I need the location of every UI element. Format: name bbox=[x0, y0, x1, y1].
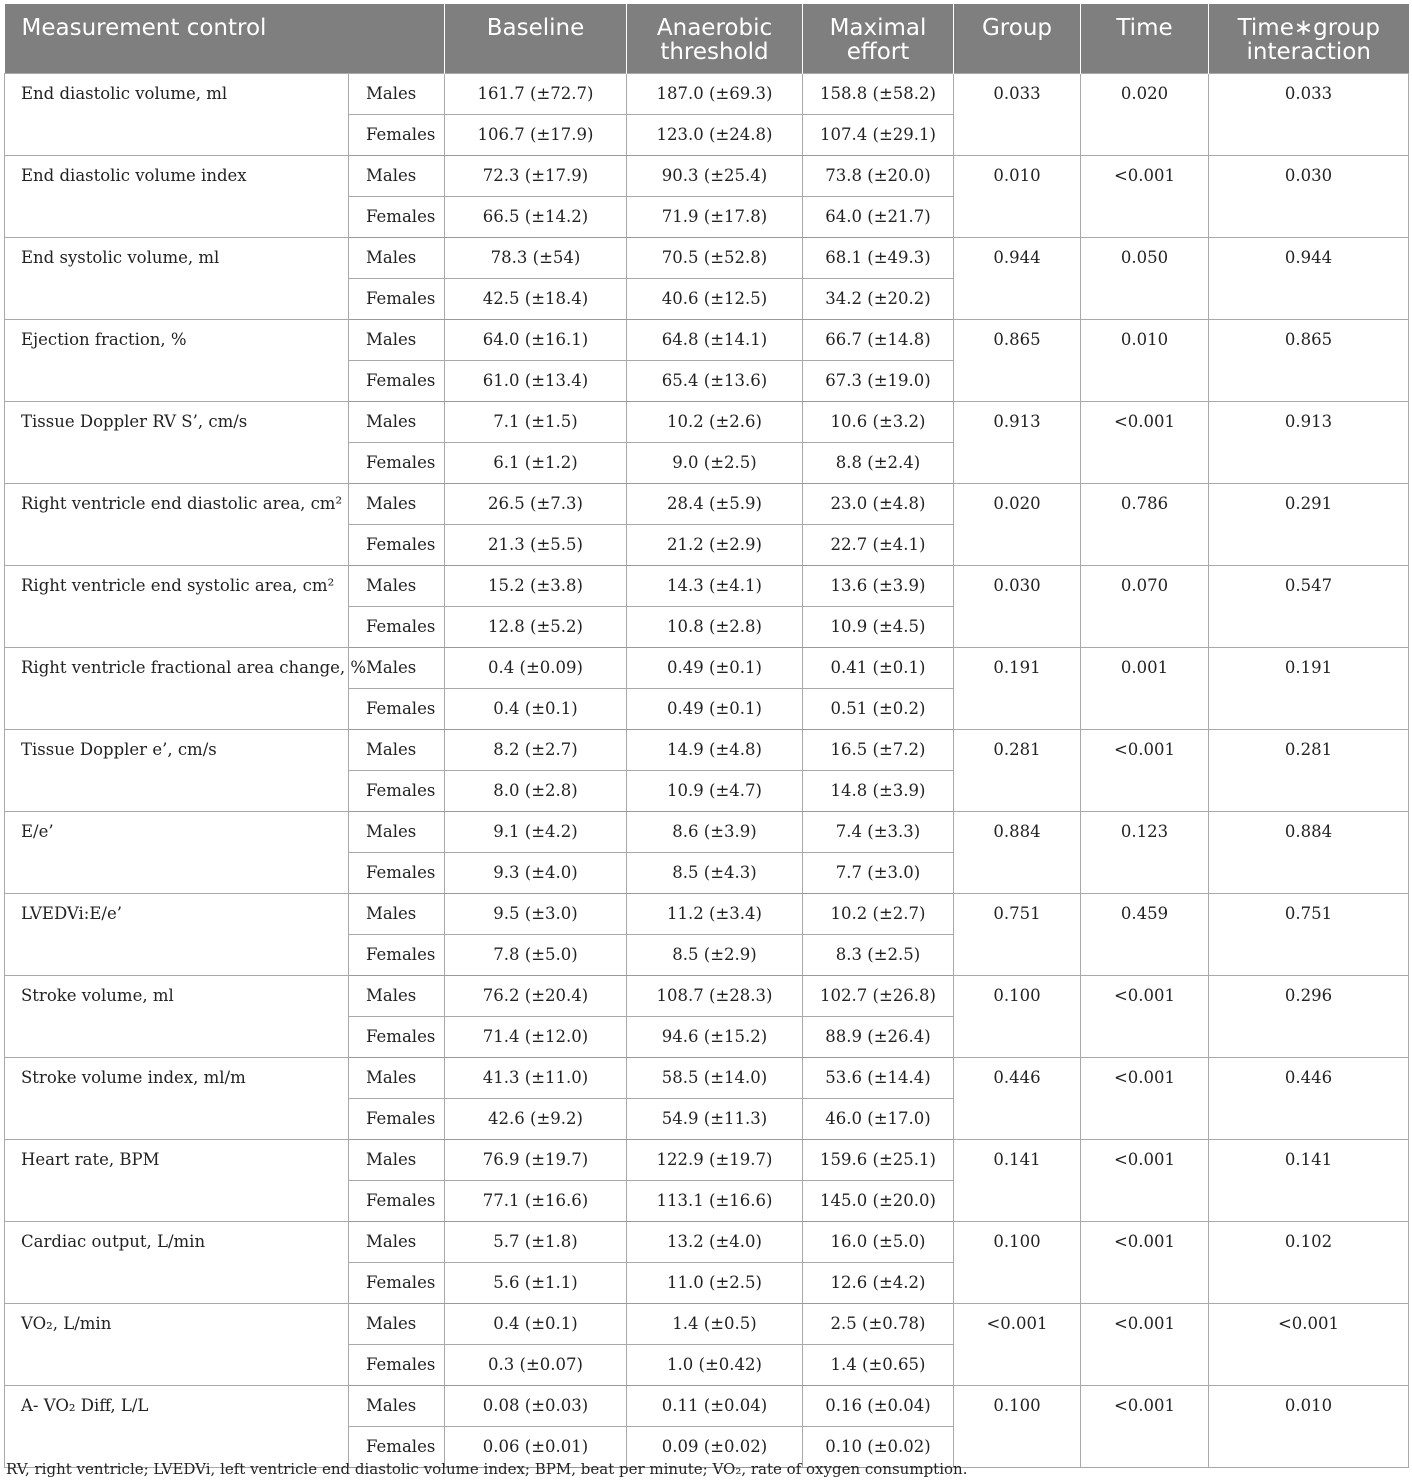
baseline-value: 61.0 (±13.4) bbox=[445, 360, 627, 401]
table-body bbox=[5, 73, 1409, 1467]
baseline-value: 0.06 (±0.01) bbox=[445, 1426, 627, 1467]
maximal-value: 13.6 (±3.9) bbox=[803, 565, 954, 606]
anaerobic-value: 187.0 (±69.3) bbox=[627, 73, 803, 114]
measurement-label: End diastolic volume index bbox=[5, 155, 349, 237]
maximal-value: 34.2 (±20.2) bbox=[803, 278, 954, 319]
table-header bbox=[5, 4, 1409, 73]
sex-label: Males bbox=[349, 893, 445, 934]
baseline-value: 0.3 (±0.07) bbox=[445, 1344, 627, 1385]
baseline-value: 21.3 (±5.5) bbox=[445, 524, 627, 565]
anaerobic-value: 70.5 (±52.8) bbox=[627, 237, 803, 278]
table-row bbox=[5, 483, 1409, 524]
baseline-value: 26.5 (±7.3) bbox=[445, 483, 627, 524]
sex-label: Females bbox=[349, 852, 445, 893]
anaerobic-value: 40.6 (±12.5) bbox=[627, 278, 803, 319]
maximal-value: 66.7 (±14.8) bbox=[803, 319, 954, 360]
sex-label: Females bbox=[349, 770, 445, 811]
group-p-value: 0.100 bbox=[954, 1221, 1081, 1303]
sex-label: Males bbox=[349, 1385, 445, 1426]
interaction-p-value: 0.751 bbox=[1209, 893, 1409, 975]
sex-label: Females bbox=[349, 1016, 445, 1057]
table-row bbox=[5, 1303, 1409, 1344]
sex-label: Females bbox=[349, 524, 445, 565]
table-row bbox=[5, 893, 1409, 934]
interaction-p-value: 0.033 bbox=[1209, 73, 1409, 155]
time-p-value: <0.001 bbox=[1081, 729, 1209, 811]
baseline-value: 72.3 (±17.9) bbox=[445, 155, 627, 196]
anaerobic-value: 14.9 (±4.8) bbox=[627, 729, 803, 770]
baseline-value: 42.6 (±9.2) bbox=[445, 1098, 627, 1139]
anaerobic-value: 28.4 (±5.9) bbox=[627, 483, 803, 524]
anaerobic-value: 71.9 (±17.8) bbox=[627, 196, 803, 237]
table-container bbox=[4, 4, 1408, 1468]
group-p-value: 0.020 bbox=[954, 483, 1081, 565]
maximal-value: 2.5 (±0.78) bbox=[803, 1303, 954, 1344]
measurement-label: End diastolic volume, ml bbox=[5, 73, 349, 155]
baseline-value: 0.4 (±0.1) bbox=[445, 1303, 627, 1344]
anaerobic-value: 13.2 (±4.0) bbox=[627, 1221, 803, 1262]
time-p-value: <0.001 bbox=[1081, 401, 1209, 483]
maximal-value: 16.0 (±5.0) bbox=[803, 1221, 954, 1262]
baseline-value: 71.4 (±12.0) bbox=[445, 1016, 627, 1057]
anaerobic-value: 0.49 (±0.1) bbox=[627, 647, 803, 688]
sex-label: Males bbox=[349, 1303, 445, 1344]
anaerobic-value: 0.09 (±0.02) bbox=[627, 1426, 803, 1467]
baseline-value: 66.5 (±14.2) bbox=[445, 196, 627, 237]
anaerobic-value: 94.6 (±15.2) bbox=[627, 1016, 803, 1057]
anaerobic-value: 8.5 (±2.9) bbox=[627, 934, 803, 975]
maximal-value: 22.7 (±4.1) bbox=[803, 524, 954, 565]
maximal-value: 64.0 (±21.7) bbox=[803, 196, 954, 237]
baseline-value: 161.7 (±72.7) bbox=[445, 73, 627, 114]
maximal-value: 7.4 (±3.3) bbox=[803, 811, 954, 852]
maximal-value: 107.4 (±29.1) bbox=[803, 114, 954, 155]
maximal-value: 46.0 (±17.0) bbox=[803, 1098, 954, 1139]
measurement-label: Stroke volume, ml bbox=[5, 975, 349, 1057]
measurement-label: Right ventricle fractional area change, % bbox=[5, 647, 349, 729]
anaerobic-value: 122.9 (±19.7) bbox=[627, 1139, 803, 1180]
interaction-p-value: 0.446 bbox=[1209, 1057, 1409, 1139]
baseline-value: 8.0 (±2.8) bbox=[445, 770, 627, 811]
sex-label: Females bbox=[349, 1098, 445, 1139]
anaerobic-value: 10.9 (±4.7) bbox=[627, 770, 803, 811]
interaction-p-value: 0.291 bbox=[1209, 483, 1409, 565]
header-maximal-effort: Maximal effort bbox=[803, 4, 954, 73]
anaerobic-value: 1.0 (±0.42) bbox=[627, 1344, 803, 1385]
sex-label: Males bbox=[349, 811, 445, 852]
table-row bbox=[5, 155, 1409, 196]
baseline-value: 7.1 (±1.5) bbox=[445, 401, 627, 442]
sex-label: Females bbox=[349, 442, 445, 483]
maximal-value: 10.6 (±3.2) bbox=[803, 401, 954, 442]
anaerobic-value: 1.4 (±0.5) bbox=[627, 1303, 803, 1344]
sex-label: Females bbox=[349, 1180, 445, 1221]
table-row bbox=[5, 975, 1409, 1016]
header-baseline: Baseline bbox=[445, 4, 627, 73]
table-row bbox=[5, 319, 1409, 360]
maximal-value: 73.8 (±20.0) bbox=[803, 155, 954, 196]
sex-label: Females bbox=[349, 360, 445, 401]
anaerobic-value: 113.1 (±16.6) bbox=[627, 1180, 803, 1221]
group-p-value: 0.944 bbox=[954, 237, 1081, 319]
anaerobic-value: 108.7 (±28.3) bbox=[627, 975, 803, 1016]
group-p-value: 0.281 bbox=[954, 729, 1081, 811]
sex-label: Females bbox=[349, 934, 445, 975]
maximal-value: 10.9 (±4.5) bbox=[803, 606, 954, 647]
measurement-table bbox=[4, 4, 1409, 1468]
sex-label: Males bbox=[349, 1221, 445, 1262]
anaerobic-value: 14.3 (±4.1) bbox=[627, 565, 803, 606]
group-p-value: 0.913 bbox=[954, 401, 1081, 483]
time-p-value: 0.050 bbox=[1081, 237, 1209, 319]
anaerobic-value: 0.49 (±0.1) bbox=[627, 688, 803, 729]
time-p-value: 0.459 bbox=[1081, 893, 1209, 975]
group-p-value: 0.030 bbox=[954, 565, 1081, 647]
table-row bbox=[5, 73, 1409, 114]
maximal-value: 12.6 (±4.2) bbox=[803, 1262, 954, 1303]
table-row bbox=[5, 811, 1409, 852]
header-row bbox=[5, 4, 1409, 73]
interaction-p-value: 0.884 bbox=[1209, 811, 1409, 893]
anaerobic-value: 54.9 (±11.3) bbox=[627, 1098, 803, 1139]
table-row bbox=[5, 1221, 1409, 1262]
measurement-label: Ejection fraction, % bbox=[5, 319, 349, 401]
sex-label: Females bbox=[349, 114, 445, 155]
baseline-value: 0.4 (±0.1) bbox=[445, 688, 627, 729]
baseline-value: 5.6 (±1.1) bbox=[445, 1262, 627, 1303]
maximal-value: 159.6 (±25.1) bbox=[803, 1139, 954, 1180]
table-row bbox=[5, 1385, 1409, 1426]
baseline-value: 9.1 (±4.2) bbox=[445, 811, 627, 852]
sex-label: Females bbox=[349, 1426, 445, 1467]
group-p-value: 0.865 bbox=[954, 319, 1081, 401]
maximal-value: 1.4 (±0.65) bbox=[803, 1344, 954, 1385]
sex-label: Males bbox=[349, 1139, 445, 1180]
header-interaction: Time∗group interaction bbox=[1209, 4, 1409, 73]
table-row bbox=[5, 647, 1409, 688]
baseline-value: 7.8 (±5.0) bbox=[445, 934, 627, 975]
time-p-value: <0.001 bbox=[1081, 1303, 1209, 1385]
time-p-value: 0.001 bbox=[1081, 647, 1209, 729]
maximal-value: 0.51 (±0.2) bbox=[803, 688, 954, 729]
baseline-value: 5.7 (±1.8) bbox=[445, 1221, 627, 1262]
group-p-value: 0.100 bbox=[954, 1385, 1081, 1467]
header-group: Group bbox=[954, 4, 1081, 73]
sex-label: Males bbox=[349, 647, 445, 688]
anaerobic-value: 10.2 (±2.6) bbox=[627, 401, 803, 442]
baseline-value: 78.3 (±54) bbox=[445, 237, 627, 278]
anaerobic-value: 9.0 (±2.5) bbox=[627, 442, 803, 483]
time-p-value: 0.786 bbox=[1081, 483, 1209, 565]
anaerobic-value: 58.5 (±14.0) bbox=[627, 1057, 803, 1098]
maximal-value: 23.0 (±4.8) bbox=[803, 483, 954, 524]
anaerobic-value: 11.2 (±3.4) bbox=[627, 893, 803, 934]
baseline-value: 6.1 (±1.2) bbox=[445, 442, 627, 483]
baseline-value: 77.1 (±16.6) bbox=[445, 1180, 627, 1221]
anaerobic-value: 8.6 (±3.9) bbox=[627, 811, 803, 852]
maximal-value: 67.3 (±19.0) bbox=[803, 360, 954, 401]
maximal-value: 10.2 (±2.7) bbox=[803, 893, 954, 934]
measurement-label: A- VO₂ Diff, L/L bbox=[5, 1385, 349, 1467]
footnote: RV, right ventricle; LVEDVi, left ventricle end diastolic volume index; BPM, beat per minute; VO₂, rate of oxygen consumption. bbox=[6, 1460, 968, 1478]
time-p-value: 0.020 bbox=[1081, 73, 1209, 155]
measurement-label: Right ventricle end systolic area, cm² bbox=[5, 565, 349, 647]
sex-label: Males bbox=[349, 401, 445, 442]
interaction-p-value: 0.030 bbox=[1209, 155, 1409, 237]
sex-label: Females bbox=[349, 688, 445, 729]
maximal-value: 14.8 (±3.9) bbox=[803, 770, 954, 811]
anaerobic-value: 11.0 (±2.5) bbox=[627, 1262, 803, 1303]
measurement-label: Tissue Doppler e’, cm/s bbox=[5, 729, 349, 811]
interaction-p-value: 0.010 bbox=[1209, 1385, 1409, 1467]
time-p-value: <0.001 bbox=[1081, 1057, 1209, 1139]
table-row bbox=[5, 1139, 1409, 1180]
anaerobic-value: 10.8 (±2.8) bbox=[627, 606, 803, 647]
group-p-value: 0.751 bbox=[954, 893, 1081, 975]
baseline-value: 9.5 (±3.0) bbox=[445, 893, 627, 934]
maximal-value: 7.7 (±3.0) bbox=[803, 852, 954, 893]
table-row bbox=[5, 565, 1409, 606]
time-p-value: 0.070 bbox=[1081, 565, 1209, 647]
interaction-p-value: 0.547 bbox=[1209, 565, 1409, 647]
interaction-p-value: 0.865 bbox=[1209, 319, 1409, 401]
sex-label: Males bbox=[349, 319, 445, 360]
sex-label: Females bbox=[349, 606, 445, 647]
interaction-p-value: 0.296 bbox=[1209, 975, 1409, 1057]
maximal-value: 88.9 (±26.4) bbox=[803, 1016, 954, 1057]
sex-label: Females bbox=[349, 196, 445, 237]
baseline-value: 76.9 (±19.7) bbox=[445, 1139, 627, 1180]
sex-label: Males bbox=[349, 975, 445, 1016]
measurement-label: Stroke volume index, ml/m bbox=[5, 1057, 349, 1139]
baseline-value: 8.2 (±2.7) bbox=[445, 729, 627, 770]
maximal-value: 0.41 (±0.1) bbox=[803, 647, 954, 688]
anaerobic-value: 123.0 (±24.8) bbox=[627, 114, 803, 155]
anaerobic-value: 8.5 (±4.3) bbox=[627, 852, 803, 893]
interaction-p-value: 0.944 bbox=[1209, 237, 1409, 319]
maximal-value: 0.10 (±0.02) bbox=[803, 1426, 954, 1467]
time-p-value: 0.010 bbox=[1081, 319, 1209, 401]
maximal-value: 16.5 (±7.2) bbox=[803, 729, 954, 770]
measurement-label: Tissue Doppler RV S’, cm/s bbox=[5, 401, 349, 483]
sex-label: Females bbox=[349, 1344, 445, 1385]
header-measurement: Measurement control bbox=[5, 4, 445, 73]
baseline-value: 64.0 (±16.1) bbox=[445, 319, 627, 360]
header-anaerobic-threshold: Anaerobic threshold bbox=[627, 4, 803, 73]
measurement-label: LVEDVi:E/e’ bbox=[5, 893, 349, 975]
measurement-label: Cardiac output, L/min bbox=[5, 1221, 349, 1303]
measurement-label: E/e’ bbox=[5, 811, 349, 893]
interaction-p-value: 0.913 bbox=[1209, 401, 1409, 483]
table-row bbox=[5, 401, 1409, 442]
maximal-value: 53.6 (±14.4) bbox=[803, 1057, 954, 1098]
interaction-p-value: <0.001 bbox=[1209, 1303, 1409, 1385]
group-p-value: 0.191 bbox=[954, 647, 1081, 729]
baseline-value: 0.08 (±0.03) bbox=[445, 1385, 627, 1426]
table-row bbox=[5, 1057, 1409, 1098]
measurement-label: End systolic volume, ml bbox=[5, 237, 349, 319]
anaerobic-value: 64.8 (±14.1) bbox=[627, 319, 803, 360]
sex-label: Females bbox=[349, 1262, 445, 1303]
baseline-value: 41.3 (±11.0) bbox=[445, 1057, 627, 1098]
measurement-label: Heart rate, BPM bbox=[5, 1139, 349, 1221]
group-p-value: 0.010 bbox=[954, 155, 1081, 237]
interaction-p-value: 0.102 bbox=[1209, 1221, 1409, 1303]
group-p-value: 0.446 bbox=[954, 1057, 1081, 1139]
measurement-label: Right ventricle end diastolic area, cm² bbox=[5, 483, 349, 565]
sex-label: Males bbox=[349, 729, 445, 770]
group-p-value: 0.033 bbox=[954, 73, 1081, 155]
baseline-value: 15.2 (±3.8) bbox=[445, 565, 627, 606]
time-p-value: <0.001 bbox=[1081, 975, 1209, 1057]
maximal-value: 68.1 (±49.3) bbox=[803, 237, 954, 278]
measurement-label: VO₂, L/min bbox=[5, 1303, 349, 1385]
time-p-value: 0.123 bbox=[1081, 811, 1209, 893]
sex-label: Males bbox=[349, 237, 445, 278]
maximal-value: 102.7 (±26.8) bbox=[803, 975, 954, 1016]
table-row bbox=[5, 729, 1409, 770]
time-p-value: <0.001 bbox=[1081, 1221, 1209, 1303]
anaerobic-value: 90.3 (±25.4) bbox=[627, 155, 803, 196]
maximal-value: 8.3 (±2.5) bbox=[803, 934, 954, 975]
table-row bbox=[5, 237, 1409, 278]
baseline-value: 12.8 (±5.2) bbox=[445, 606, 627, 647]
sex-label: Males bbox=[349, 73, 445, 114]
interaction-p-value: 0.191 bbox=[1209, 647, 1409, 729]
baseline-value: 106.7 (±17.9) bbox=[445, 114, 627, 155]
maximal-value: 0.16 (±0.04) bbox=[803, 1385, 954, 1426]
interaction-p-value: 0.141 bbox=[1209, 1139, 1409, 1221]
time-p-value: <0.001 bbox=[1081, 155, 1209, 237]
baseline-value: 76.2 (±20.4) bbox=[445, 975, 627, 1016]
sex-label: Males bbox=[349, 565, 445, 606]
sex-label: Males bbox=[349, 483, 445, 524]
sex-label: Males bbox=[349, 155, 445, 196]
sex-label: Females bbox=[349, 278, 445, 319]
maximal-value: 8.8 (±2.4) bbox=[803, 442, 954, 483]
sex-label: Males bbox=[349, 1057, 445, 1098]
baseline-value: 42.5 (±18.4) bbox=[445, 278, 627, 319]
time-p-value: <0.001 bbox=[1081, 1385, 1209, 1467]
group-p-value: 0.141 bbox=[954, 1139, 1081, 1221]
interaction-p-value: 0.281 bbox=[1209, 729, 1409, 811]
time-p-value: <0.001 bbox=[1081, 1139, 1209, 1221]
anaerobic-value: 0.11 (±0.04) bbox=[627, 1385, 803, 1426]
maximal-value: 145.0 (±20.0) bbox=[803, 1180, 954, 1221]
baseline-value: 0.4 (±0.09) bbox=[445, 647, 627, 688]
baseline-value: 9.3 (±4.0) bbox=[445, 852, 627, 893]
anaerobic-value: 65.4 (±13.6) bbox=[627, 360, 803, 401]
group-p-value: <0.001 bbox=[954, 1303, 1081, 1385]
group-p-value: 0.884 bbox=[954, 811, 1081, 893]
header-time: Time bbox=[1081, 4, 1209, 73]
group-p-value: 0.100 bbox=[954, 975, 1081, 1057]
anaerobic-value: 21.2 (±2.9) bbox=[627, 524, 803, 565]
maximal-value: 158.8 (±58.2) bbox=[803, 73, 954, 114]
